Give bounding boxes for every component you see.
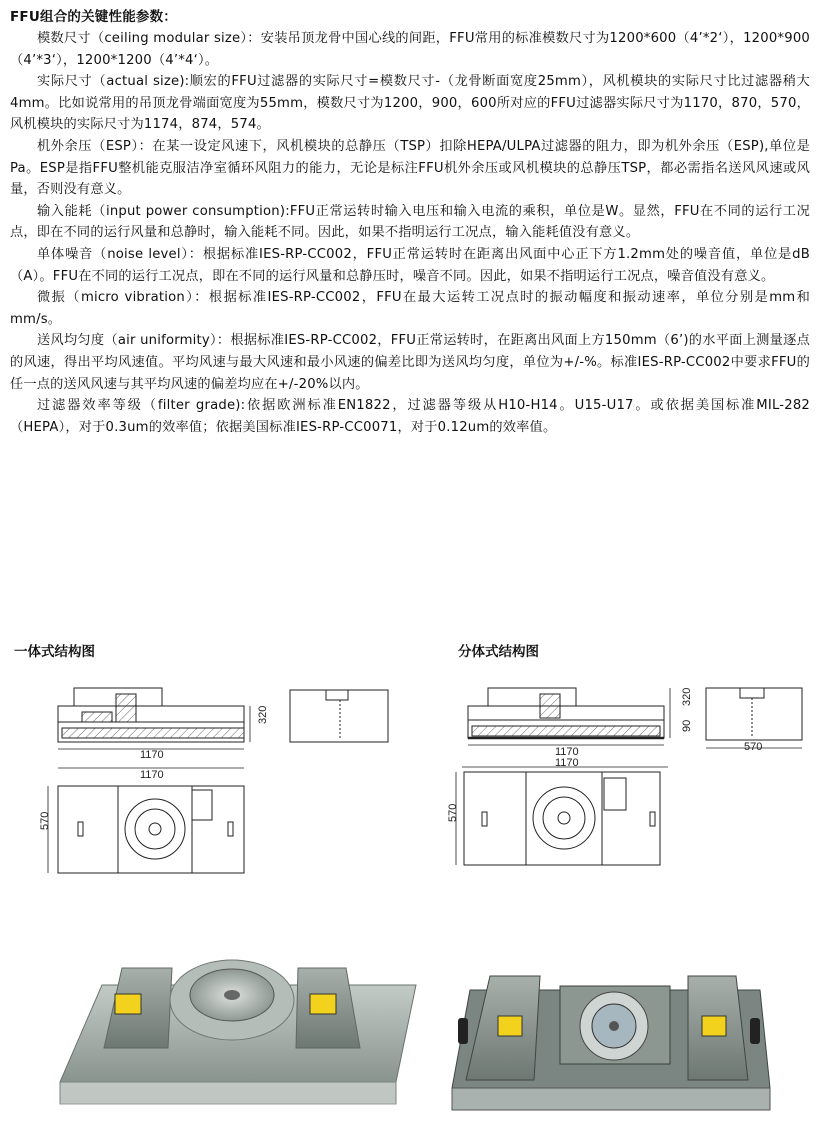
paragraph-actual-size: 实际尺寸（actual size):顺宏的FFU过滤器的实际尺寸=模数尺寸-（龙骨断面宽度25mm），风机模块的实际尺寸比过滤器稍大4mm。比如说常用的吊顶龙骨端面宽度为55mm，模数尺寸为1200，900，600所对应的FFU过滤器实际尺寸为1170，870，570，风机模块的实际尺寸为1174，874，574。 — [10, 74, 810, 133]
integrated-end-view — [290, 690, 388, 742]
integrated-width-label-1: 1170 — [140, 749, 164, 761]
split-end-view — [706, 688, 802, 740]
split-ffu-photo — [452, 976, 770, 1110]
paragraph-noise: 单体噪音（noise level）：根据标准IES-RP-CC002，FFU正常运转时在距离出风面中心正下方1.2mm处的噪音值，单位是dB（A）。FFU在不同的运行工况点，即在不同的运行风量和总静压时，噪音不同。因此，如果不指明运行工况点，噪音值没有意义。 — [10, 246, 810, 284]
split-height-label: 320 — [681, 687, 693, 706]
split-width-label-2: 1170 — [555, 757, 579, 769]
integrated-depth-label: 570 — [39, 811, 51, 830]
split-sub-height-label: 90 — [681, 719, 693, 732]
integrated-width-label-2: 1170 — [140, 769, 164, 781]
split-side-view — [468, 688, 664, 738]
split-depth-label: 570 — [447, 803, 459, 822]
split-top-view — [464, 772, 660, 865]
section-heading: FFU组合的关键性能参数： — [10, 9, 178, 25]
paragraph-vibration: 微振（micro vibration）：根据标准IES-RP-CC002，FFU在最大运转工况点时的振动幅度和振动速率，单位分别是mm和mm/s。 — [10, 290, 810, 327]
integrated-top-view — [58, 786, 244, 873]
paragraph-power: 输入能耗（input power consumption):FFU正常运转时输入电压和输入电流的乘积，单位是W。显然，FFU在不同的运行工况点，即在不同的运行风量和总静时，输入能耗不同。因此，如果不指明运行工况点，输入能耗值没有意义。 — [10, 203, 810, 241]
paragraph-esp: 机外余压（ESP）：在某一设定风速下，风机模块的总静压（TSP）扣除HEPA/ULPA过滤器的阻力，即为机外余压（ESP),单位是Pa。ESP是指FFU整机能克服洁净室循环风阻力的能力，无论是标注FFU机外余压或风机模块的总静压TSP，都必需指名送风风速或风量，否则没有意义。 — [10, 138, 810, 198]
integrated-ffu-photo — [60, 960, 416, 1104]
paragraph-uniformity: 送风均匀度（air uniformity）：根据标准IES-RP-CC002，FFU正常运转时，在距离出风面上方150mm（6’)的水平面上测量逐点的风速，得出平均风速值。平均风速与最大风速和最小风速的偏差比即为送风均匀度，单位为+/-%。标准IES-RP-CC002中要求FFU的任一点的送风风速与其平均风速的偏差均应在+/-20%以内。 — [10, 333, 810, 392]
caption-integrated: 一体式结构图 — [14, 644, 95, 660]
integrated-height-label: 320 — [257, 705, 269, 724]
integrated-side-view — [58, 688, 244, 742]
paragraph-filter-grade: 过滤器效率等级（filter grade):依据欧洲标准EN1822，过滤器等级从H10-H14。U15-U17。或依据美国标准MIL-282（HEPA），对于0.3um的效率值；依据美国标准IES-RP-CC0071，对于0.12um的效率值。 — [10, 398, 810, 435]
split-side-width-label: 570 — [744, 741, 763, 753]
caption-split: 分体式结构图 — [458, 644, 539, 660]
split-width-label-1: 1170 — [555, 746, 579, 758]
paragraph-modular-size: 模数尺寸（ceiling modular size）：安装吊顶龙骨中国心线的间距，FFU常用的标准模数尺寸为1200*600（4’*2‘），1200*900（4’*3‘），1200*1200（4’*4‘）。 — [10, 31, 810, 68]
